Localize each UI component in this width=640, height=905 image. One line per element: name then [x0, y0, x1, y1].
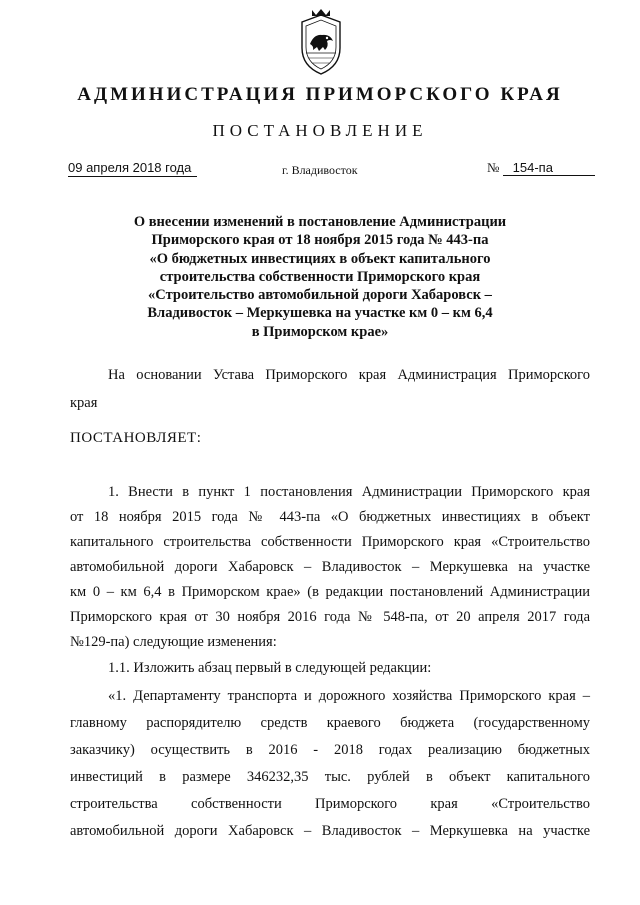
quote-line: автомобильной дороги Хабаровск – Владивосток – Меркушевка на участке: [70, 823, 590, 839]
title-line: Владивосток – Меркушевка на участке км 0 – км 6,4: [147, 305, 493, 322]
document-date: 09 апреля 2018 года: [68, 160, 197, 177]
title-line: «О бюджетных инвестициях в объект капитального: [149, 250, 491, 267]
item1-line: №129-па) следующие изменения:: [70, 634, 277, 650]
basis-line: края: [70, 395, 98, 411]
quote-line: заказчику) осуществить в 2016 - 2018 годах реализацию бюджетных: [70, 742, 590, 758]
organization-name: АДМИНИСТРАЦИЯ ПРИМОРСКОГО КРАЯ: [77, 84, 563, 105]
title-line: «Строительство автомобильной дороги Хабаровск –: [148, 287, 492, 304]
document-number: 154-па: [503, 160, 595, 176]
item11-line: 1.1. Изложить абзац первый в следующей редакции:: [108, 660, 432, 676]
item1-line: от 18 ноября 2015 года № 443-па «О бюджетных инвестициях в объект: [70, 509, 590, 525]
title-line: Приморского края от 18 ноября 2015 года № 443-па: [151, 232, 489, 249]
document-title: [90, 213, 550, 341]
quote-line: «1. Департаменту транспорта и дорожного хозяйства Приморского края –: [108, 688, 590, 704]
quote-line: главному распорядителю средств краевого бюджета (государственному: [70, 715, 590, 731]
document-type: ПОСТАНОВЛЕНИЕ: [212, 121, 428, 140]
item1-line: Приморского края от 30 ноября 2016 года № 548-па, от 20 апреля 2017 года: [70, 609, 590, 625]
title-line: в Приморском крае»: [251, 323, 389, 340]
basis-line: На основании Устава Приморского края Администрация Приморского: [108, 367, 590, 383]
coat-of-arms-icon: [292, 8, 350, 78]
document-number-field: [487, 160, 595, 176]
quote-line: строительства собственности Приморского края «Строительство: [70, 796, 590, 812]
quote-line: инвестиций в размере 346232,35 тыс. рублей в объект капитального: [70, 769, 590, 785]
resolves-heading: ПОСТАНОВЛЯЕТ:: [70, 430, 202, 446]
item1-line: капитального строительства собственности Приморского края «Строительство: [70, 534, 590, 550]
title-line: строительства собственности Приморского края: [159, 268, 481, 285]
number-sign: №: [487, 160, 500, 175]
item1-line: автомобильной дороги Хабаровск – Владивосток – Меркушевка на участке: [70, 559, 590, 575]
title-line: О внесении изменений в постановление Администрации: [133, 214, 507, 230]
item1-line: 1. Внести в пункт 1 постановления Администрации Приморского края: [108, 484, 590, 500]
item1-line: км 0 – км 6,4 в Приморском крае» (в редакции постановлений Администрации: [70, 584, 590, 600]
document-city: г. Владивосток: [282, 163, 358, 177]
